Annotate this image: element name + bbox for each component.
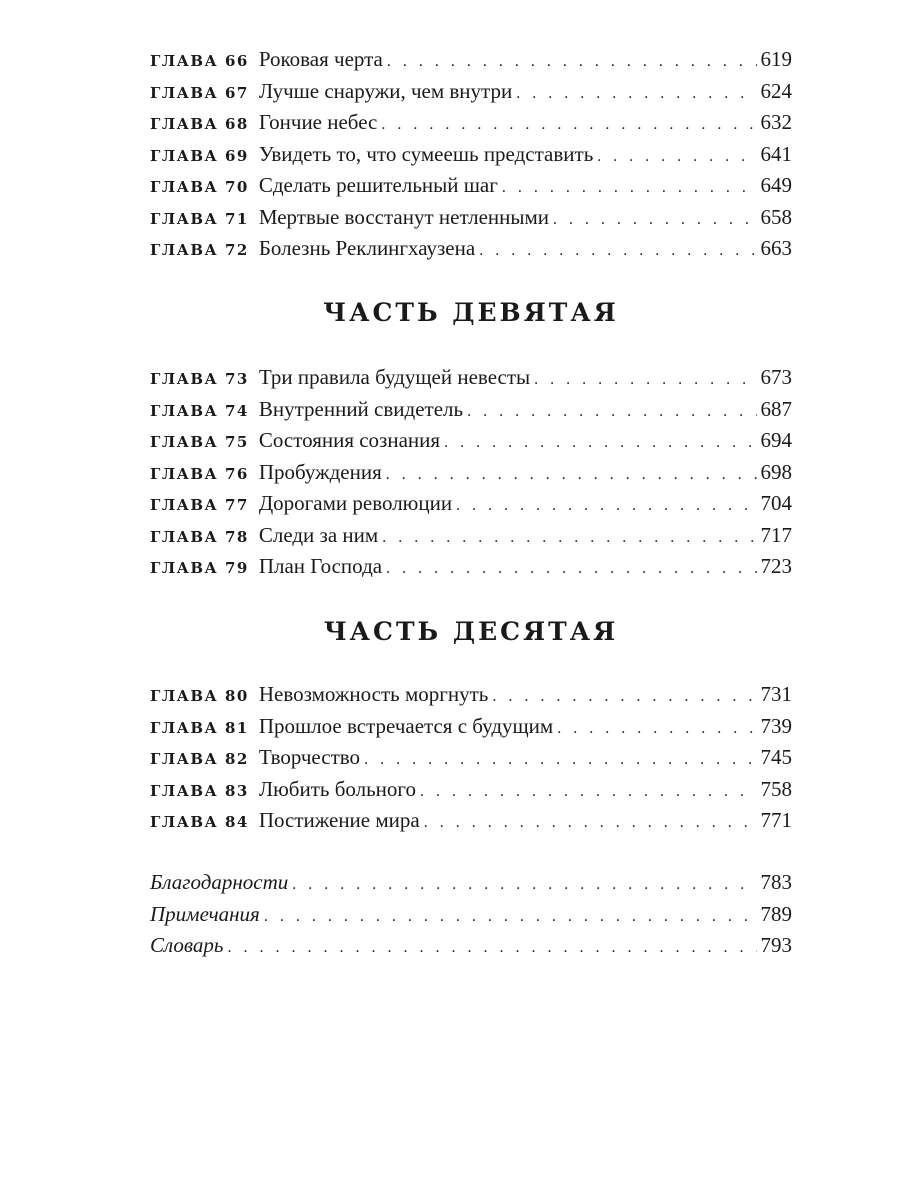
dot-leader: [382, 529, 756, 547]
dot-leader: [597, 148, 756, 166]
chapter-title: Дорогами революции: [258, 491, 453, 515]
chapter-title: Пробуждения: [258, 459, 382, 484]
dot-leader: [467, 403, 756, 421]
dot-leader: [364, 751, 756, 769]
back-matter-title: Примечания: [150, 901, 260, 926]
chapter-title: Гончие небес: [258, 110, 378, 134]
chapter-title: Лучше снаружи, чем внутри: [258, 78, 513, 103]
page-number: 698: [760, 459, 792, 484]
dot-leader: [444, 434, 756, 452]
chapter-title: План Господа: [258, 554, 383, 578]
page-number: 704: [760, 491, 792, 515]
dot-leader: [479, 242, 756, 260]
page-number: 717: [760, 522, 792, 547]
page-number: 739: [760, 713, 792, 738]
page-number: 658: [760, 204, 792, 229]
toc-entry[interactable]: [150, 110, 792, 142]
dot-leader: [227, 939, 756, 957]
chapter-title: Сделать решительный шаг: [258, 173, 498, 197]
toc-entry[interactable]: [150, 47, 792, 79]
page-number: 687: [760, 396, 792, 421]
toc-entry[interactable]: [150, 173, 792, 205]
page-number: 624: [760, 78, 792, 103]
page-number: 632: [760, 110, 792, 134]
toc-back-matter: [150, 870, 792, 965]
toc-entry[interactable]: [150, 236, 792, 268]
chapter-label: ГЛАВА 84: [150, 813, 249, 831]
page-number: 723: [760, 554, 792, 578]
toc-entry[interactable]: [150, 870, 792, 902]
back-matter-title: Благодарности: [150, 870, 289, 894]
chapter-label: ГЛАВА 81: [150, 718, 249, 737]
dot-leader: [553, 211, 756, 229]
chapter-label: ГЛАВА 68: [150, 115, 249, 133]
chapter-title: Мертвые восстанут нетленными: [258, 204, 550, 229]
page-number: 731: [760, 682, 792, 706]
dot-leader: [386, 466, 757, 484]
page-number: 783: [760, 870, 792, 894]
toc-entry[interactable]: [150, 491, 792, 523]
dot-leader: [386, 560, 756, 578]
chapter-label: ГЛАВА 74: [150, 401, 249, 420]
chapter-label: ГЛАВА 73: [150, 370, 249, 388]
dot-leader: [534, 371, 756, 389]
part-9-heading: ЧАСТЬ ДЕВЯТАЯ: [323, 298, 619, 327]
chapter-title: Постижение мира: [258, 808, 420, 832]
chapter-label: ГЛАВА 78: [150, 527, 249, 546]
chapter-label: ГЛАВА 76: [150, 464, 249, 483]
chapter-title: Увидеть то, что сумеешь представить: [258, 141, 594, 166]
chapter-label: ГЛАВА 75: [150, 433, 249, 451]
page-number: 758: [760, 776, 792, 801]
page-number: 793: [760, 933, 792, 957]
chapter-title: Невозможность моргнуть: [258, 682, 489, 706]
dot-leader: [492, 688, 756, 706]
chapter-title: Болезнь Реклингхаузена: [258, 236, 476, 260]
part-10-heading: ЧАСТЬ ДЕСЯТАЯ: [323, 617, 619, 646]
chapter-title: Следи за ним: [258, 522, 379, 547]
toc-entry[interactable]: [150, 777, 792, 809]
toc-entry[interactable]: [150, 428, 792, 460]
chapter-label: ГЛАВА 71: [150, 209, 249, 228]
chapter-label: ГЛАВА 79: [150, 559, 249, 577]
toc-entry[interactable]: [150, 902, 792, 934]
toc-section-9: [150, 365, 792, 586]
toc-entry[interactable]: [150, 142, 792, 174]
toc-entry[interactable]: [150, 205, 792, 237]
page-number: 745: [760, 745, 792, 769]
page-number: 619: [760, 47, 792, 71]
dot-leader: [420, 783, 757, 801]
chapter-title: Творчество: [258, 745, 361, 769]
dot-leader: [516, 85, 756, 103]
chapter-title: Состояния сознания: [258, 428, 441, 452]
toc-entry[interactable]: [150, 714, 792, 746]
toc-entry[interactable]: [150, 365, 792, 397]
dot-leader: [264, 908, 757, 926]
dot-leader: [381, 116, 756, 134]
dot-leader: [424, 814, 757, 832]
page-number: 789: [760, 901, 792, 926]
chapter-title: Прошлое встречается с будущим: [258, 713, 554, 738]
back-matter-title: Словарь: [150, 933, 224, 957]
chapter-title: Роковая черта: [258, 47, 383, 71]
chapter-title: Любить больного: [258, 776, 416, 801]
toc-entry[interactable]: [150, 808, 792, 840]
toc-entry[interactable]: [150, 397, 792, 429]
dot-leader: [387, 53, 757, 71]
chapter-label: ГЛАВА 69: [150, 146, 249, 165]
page-number: 771: [760, 808, 792, 832]
dot-leader: [557, 720, 756, 738]
chapter-label: ГЛАВА 80: [150, 687, 249, 705]
toc-entry[interactable]: [150, 460, 792, 492]
chapter-title: Внутренний свидетель: [258, 396, 464, 421]
dot-leader: [456, 497, 756, 515]
toc-entry[interactable]: [150, 745, 792, 777]
page-number: 641: [760, 141, 792, 166]
page-number: 694: [760, 428, 792, 452]
chapter-label: ГЛАВА 72: [150, 241, 249, 259]
chapter-label: ГЛАВА 77: [150, 496, 249, 514]
page-number: 673: [760, 365, 792, 389]
dot-leader: [292, 876, 756, 894]
toc-section-10: [150, 682, 792, 840]
chapter-label: ГЛАВА 67: [150, 83, 249, 102]
toc-entry[interactable]: [150, 682, 792, 714]
page-number: 663: [760, 236, 792, 260]
chapter-label: ГЛАВА 83: [150, 781, 249, 800]
page-number: 649: [760, 173, 792, 197]
chapter-label: ГЛАВА 70: [150, 178, 249, 196]
chapter-label: ГЛАВА 82: [150, 750, 249, 768]
toc-entry[interactable]: [150, 79, 792, 111]
toc-entry[interactable]: [150, 554, 792, 586]
dot-leader: [502, 179, 757, 197]
toc-section-8: [150, 47, 792, 268]
toc-entry[interactable]: [150, 933, 792, 965]
toc-entry[interactable]: [150, 523, 792, 555]
chapter-label: ГЛАВА 66: [150, 52, 249, 70]
chapter-title: Три правила будущей невесты: [258, 365, 531, 389]
